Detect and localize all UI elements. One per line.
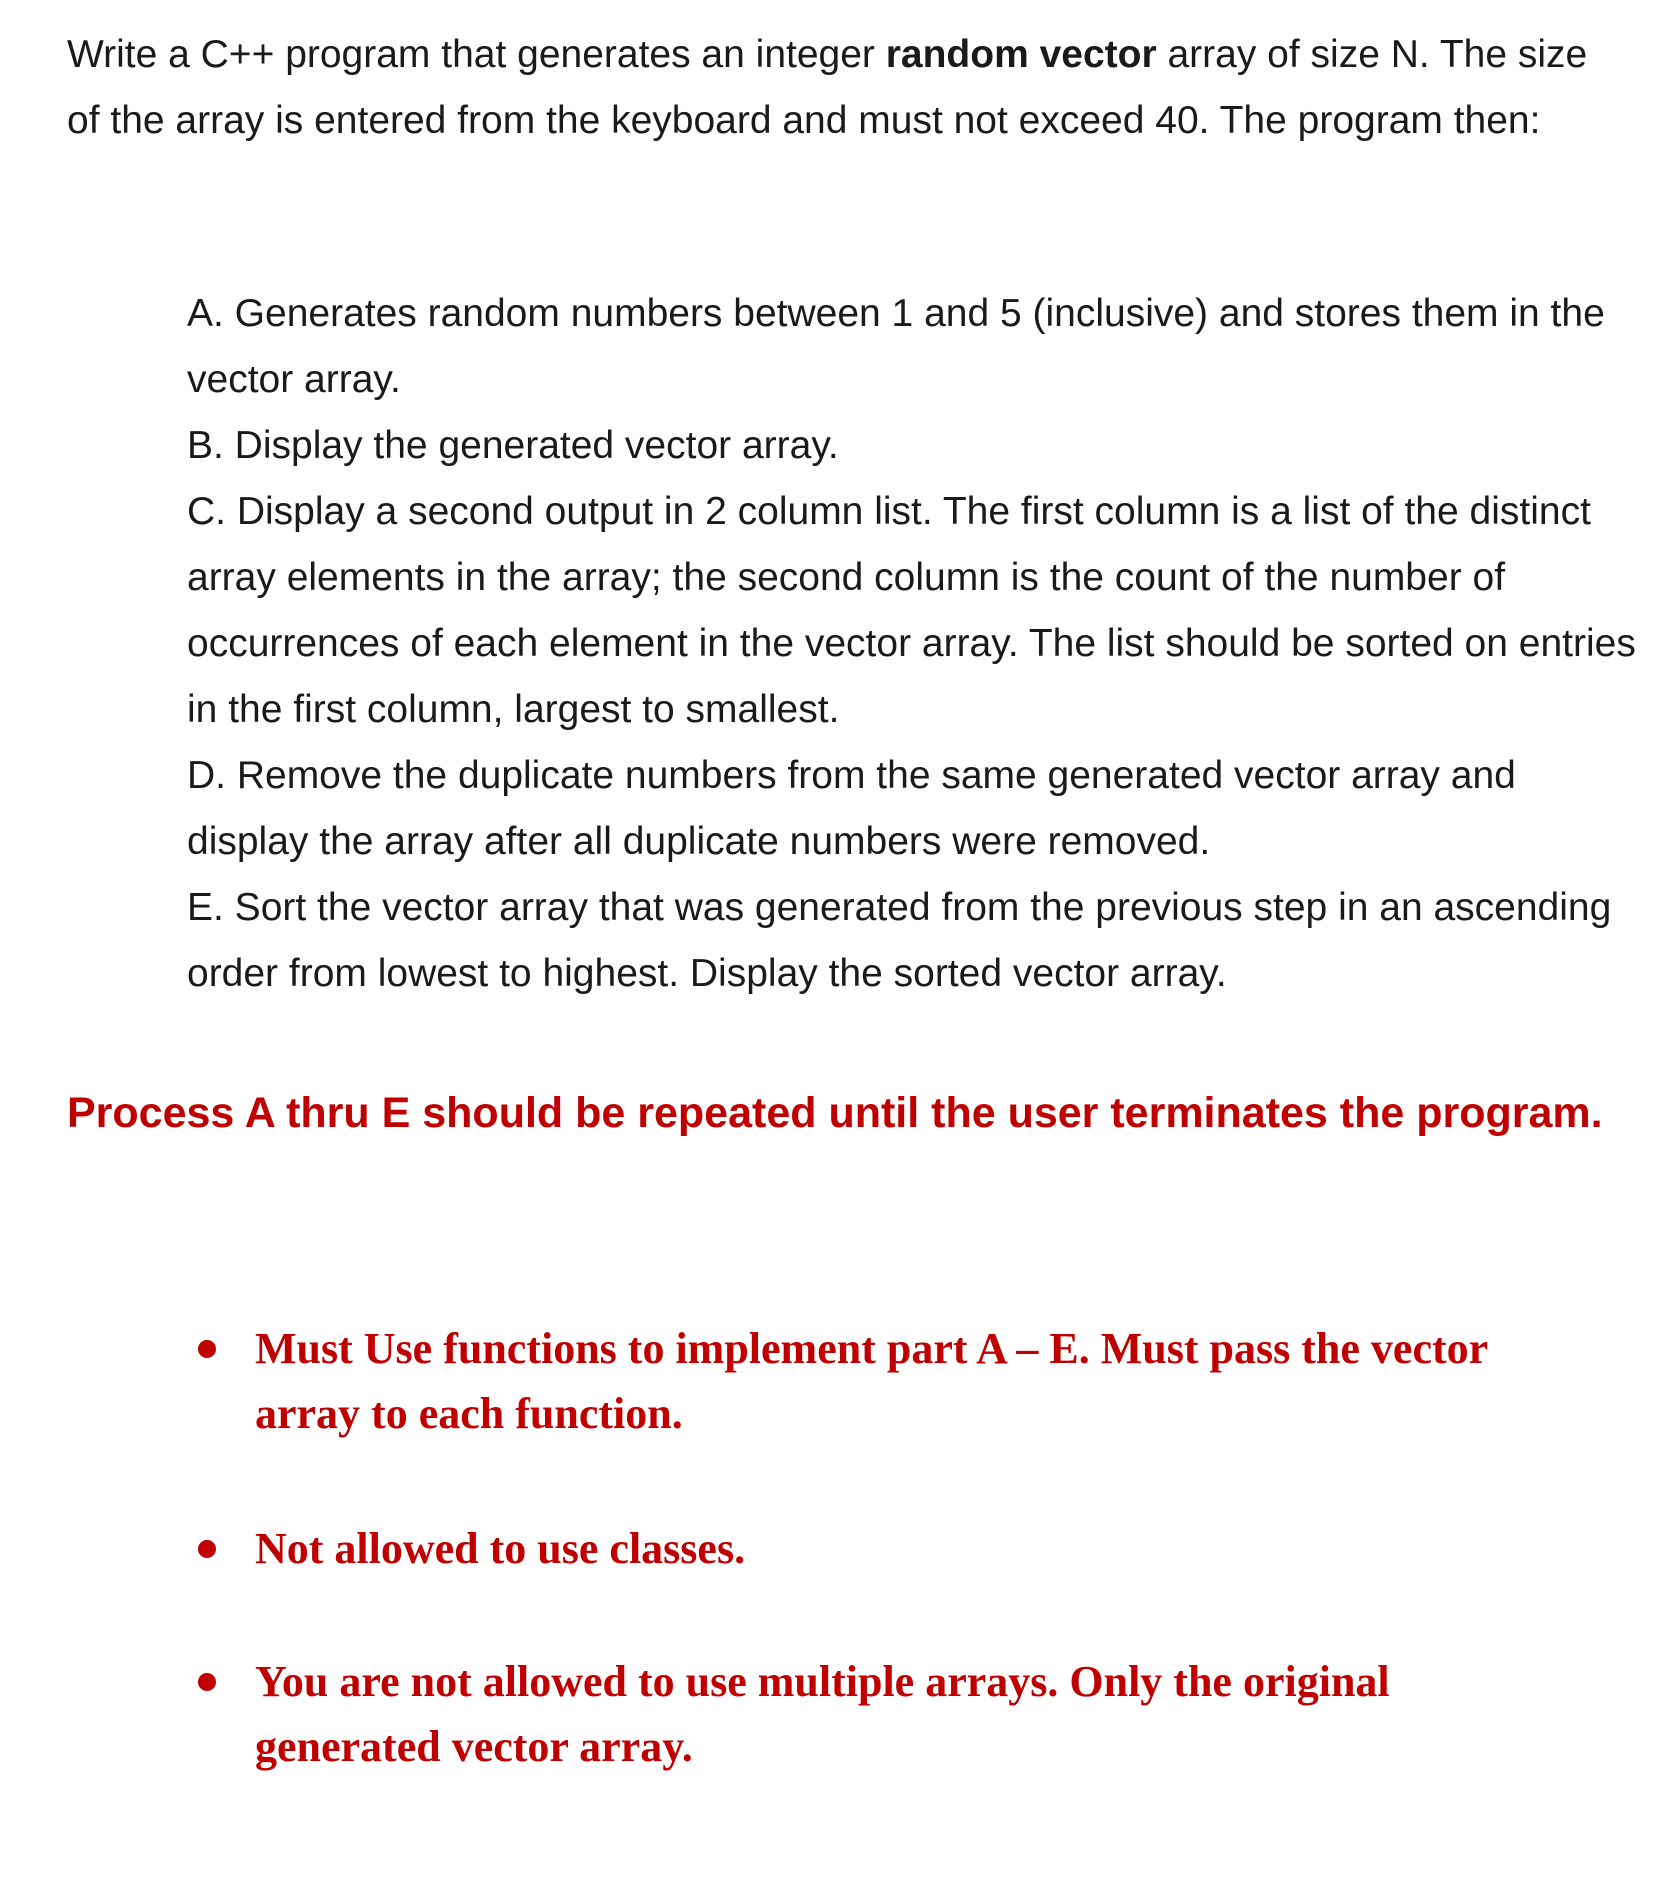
intro-text-before: Write a C++ program that generates an integer	[67, 33, 886, 76]
steps-list	[187, 281, 1647, 1007]
intro-text-after: array of size N. The size of the array is entered from the keyboard and must not exceed 40. The program then:	[67, 33, 1588, 142]
step-a: A. Generates random numbers between 1 and 5 (inclusive) and stores them in the vector array.	[187, 292, 1605, 401]
bullet-icon	[198, 1673, 216, 1691]
process-repeat-note: Process A thru E should be repeated until the user terminates the program.	[67, 1089, 1603, 1137]
step-c: C. Display a second output in 2 column list. The first column is a list of the distinct array elements in the array; the second column is the count of the number of occurrences of each element in the vector array. The list should be sorted on entries in the first column, largest to smallest.	[187, 490, 1636, 731]
step-b: B. Display the generated vector array.	[187, 424, 839, 467]
bullet-icon	[198, 1540, 216, 1558]
step-e: E. Sort the vector array that was generated from the previous step in an ascending order from lowest to highest. Display the sorted vector array.	[187, 886, 1612, 995]
intro-bold-term: random vector	[885, 33, 1157, 76]
rule-functions	[198, 1316, 1578, 1446]
rule-text: Not allowed to use classes.	[255, 1524, 746, 1573]
rule-single-array	[198, 1649, 1578, 1779]
intro-paragraph	[67, 22, 1627, 154]
rule-no-classes	[198, 1516, 1578, 1581]
rule-text: You are not allowed to use multiple arrays. Only the original generated vector array.	[255, 1657, 1390, 1771]
rule-text: Must Use functions to implement part A – E. Must pass the vector array to each function.	[255, 1324, 1488, 1438]
bullet-icon	[198, 1340, 216, 1358]
step-d: D. Remove the duplicate numbers from the same generated vector array and display the array after all duplicate numbers were removed.	[187, 754, 1516, 863]
